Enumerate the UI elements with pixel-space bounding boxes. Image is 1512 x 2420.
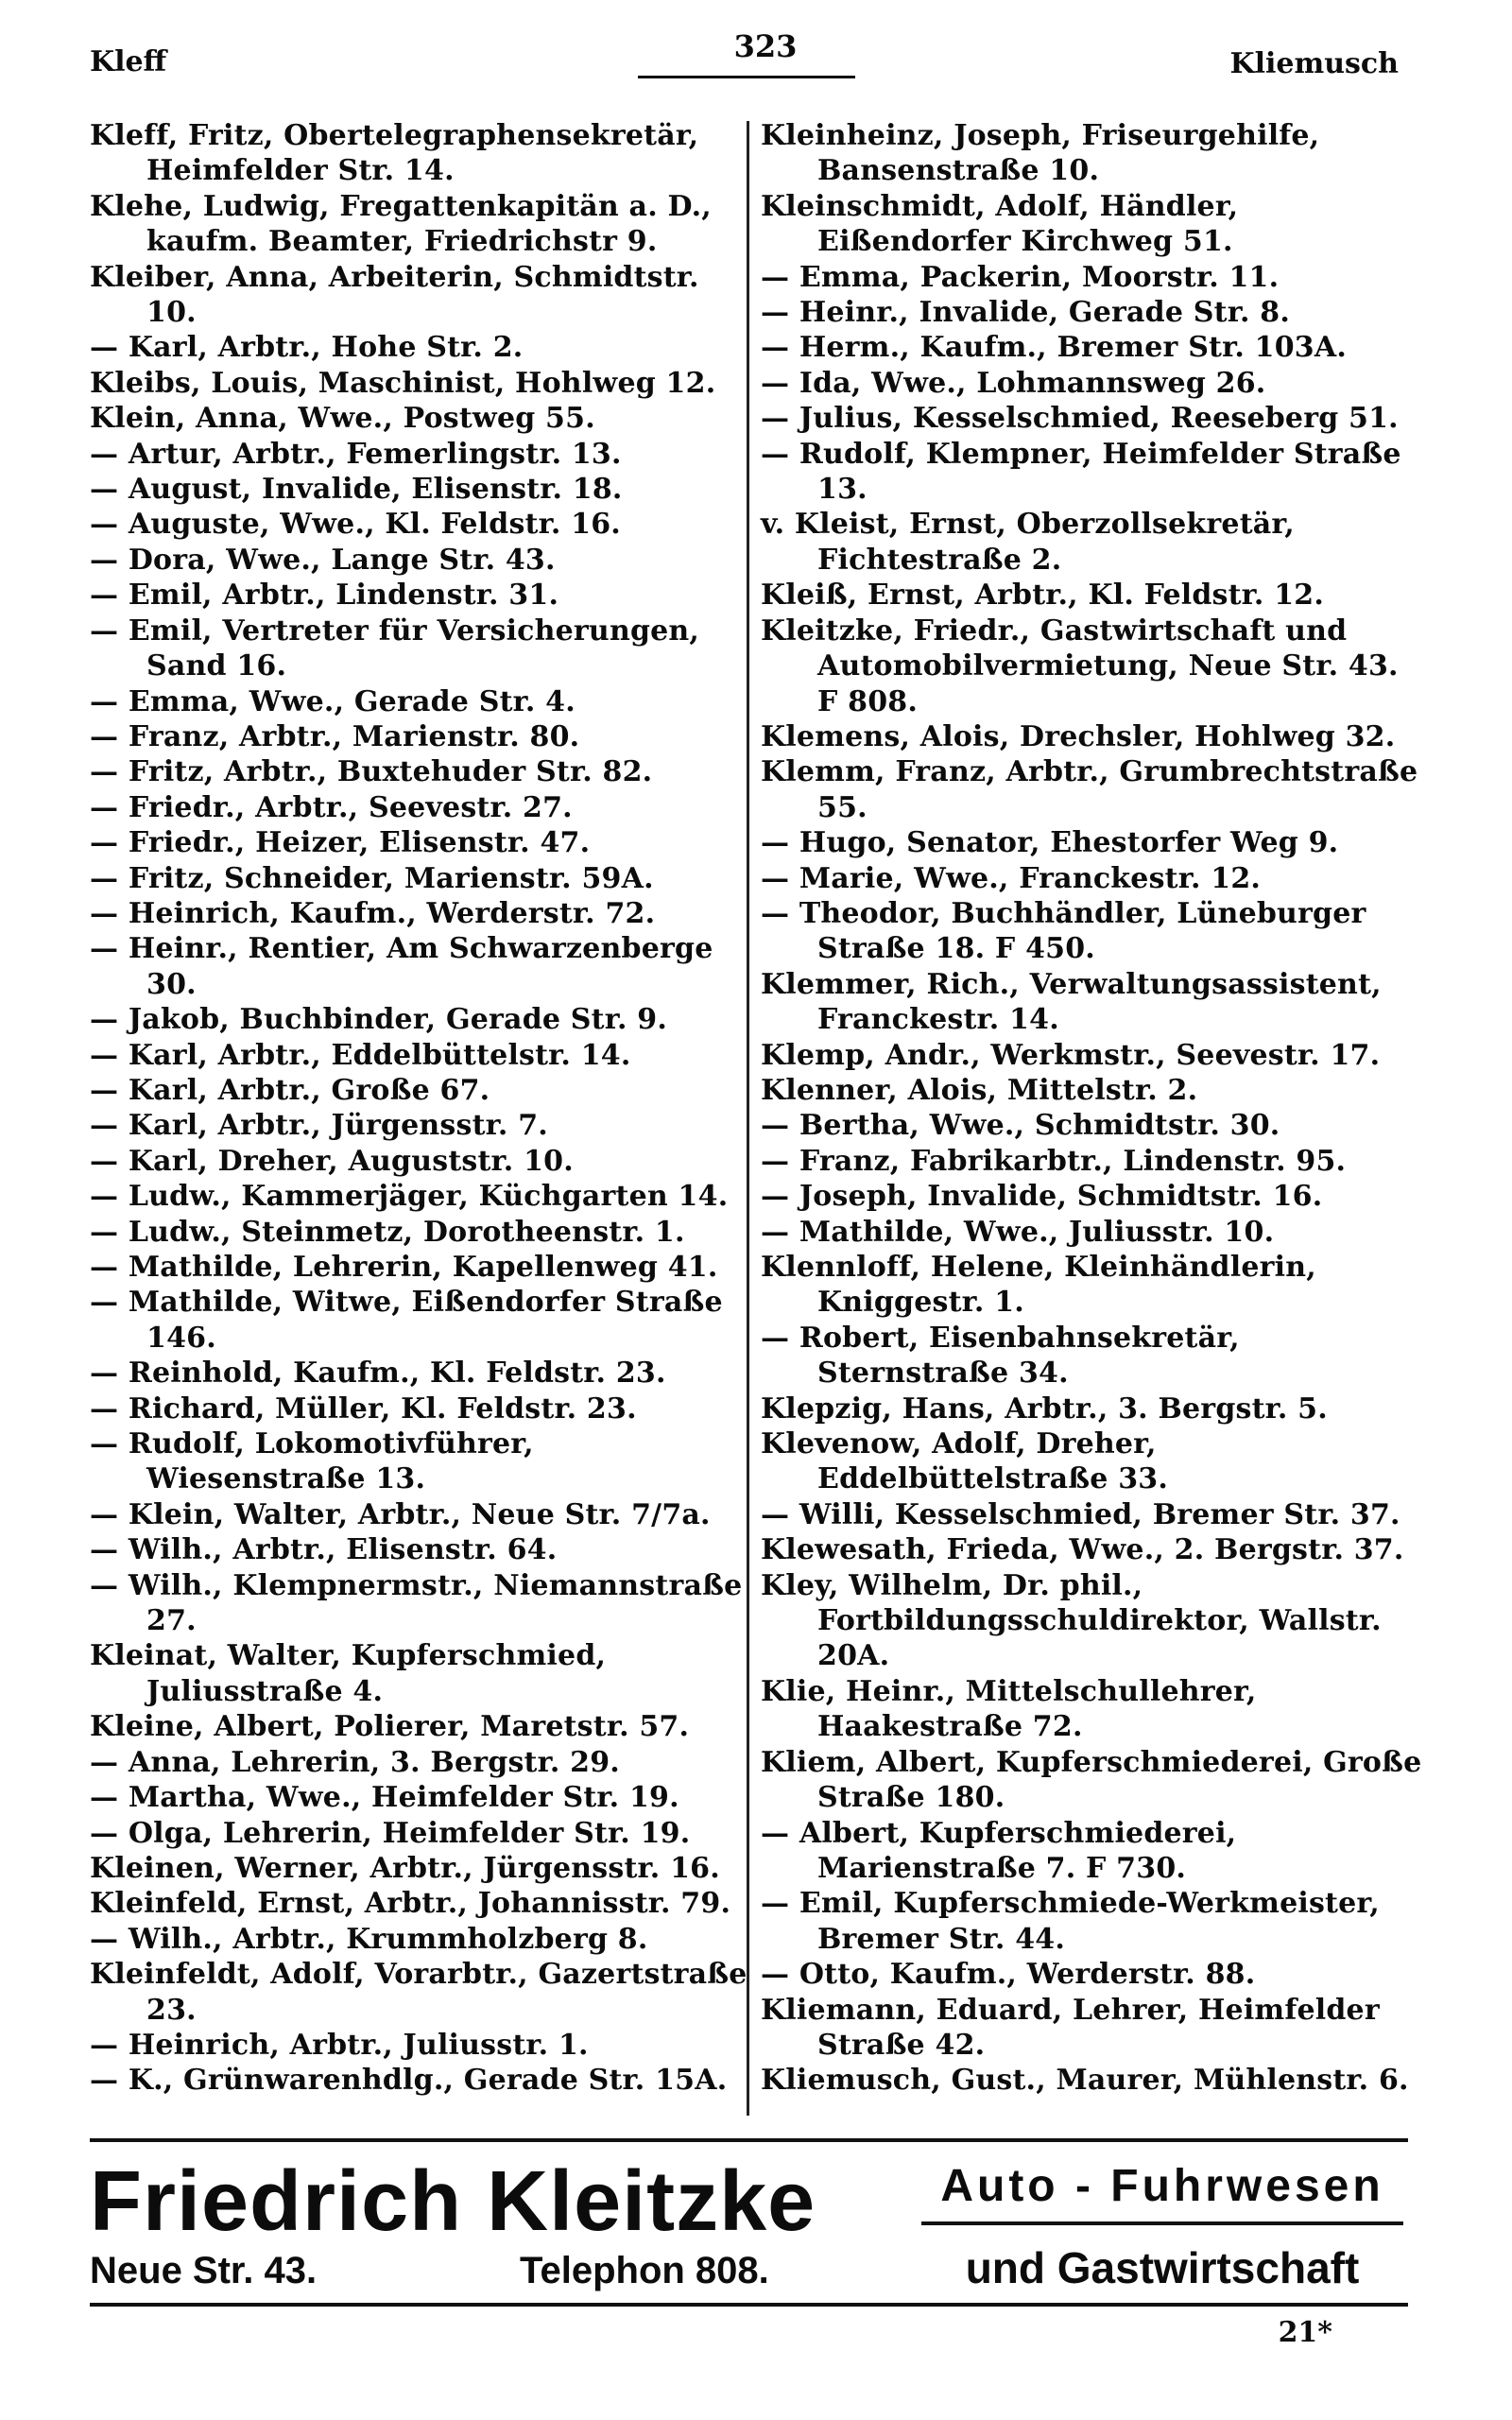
directory-entry: Klepzig, Hans, Arbtr., 3. Bergstr. 5. (761, 1392, 1328, 1426)
directory-entry: — Rudolf, Lokomotivführer, Wiesenstraße 13. (90, 1427, 534, 1496)
directory-entry: — Mathilde, Witwe, Eißendorfer Straße 146. (90, 1286, 723, 1355)
directory-entry: — Auguste, Wwe., Kl. Feldstr. 16. (90, 508, 621, 542)
ad-bottom-rule (90, 2303, 1408, 2307)
directory-entry: Klein, Anna, Wwe., Postweg 55. (90, 402, 595, 436)
directory-entry: Kleinschmidt, Adolf, Händler, Eißendorfer Kirchweg 51. (761, 189, 1239, 259)
directory-entry: — Hugo, Senator, Ehestorfer Weg 9. (761, 826, 1339, 860)
directory-entry: — Willi, Kesselschmied, Bremer Str. 37. (761, 1497, 1400, 1531)
directory-entry: — Fritz, Arbtr., Buxtehuder Str. 82. (90, 755, 653, 789)
directory-entry: Klehe, Ludwig, Fregattenkapitän a. D., kaufm. Beamter, Friedrichstr 9. (90, 189, 712, 259)
directory-entry: Kleitzke, Friedr., Gastwirtschaft und Automobilvermietung, Neue Str. 43. F 808. (761, 614, 1399, 718)
directory-entry: — Albert, Kupferschmiederei, Marienstraße 7. F 730. (761, 1816, 1237, 1885)
directory-entry: — Olga, Lehrerin, Heimfelder Str. 19. (90, 1816, 691, 1850)
directory-entry: — Bertha, Wwe., Schmidtstr. 30. (761, 1109, 1280, 1143)
directory-entry: — Mathilde, Lehrerin, Kapellenweg 41. (90, 1251, 718, 1284)
directory-entry: Klemmer, Rich., Verwaltungsassistent, Franckestr. 14. (761, 967, 1382, 1037)
directory-entry: — Heinrich, Arbtr., Juliusstr. 1. (90, 2028, 589, 2062)
directory-entry: Kleiber, Anna, Arbeiterin, Schmidtstr. 10. (90, 260, 699, 330)
directory-entry: — Herm., Kaufm., Bremer Str. 103A. (761, 331, 1347, 365)
directory-entry: — Wilh., Klempnermstr., Niemannstraße 27. (90, 1568, 743, 1638)
page-number: 323 (733, 28, 798, 64)
directory-entry: — Karl, Arbtr., Eddelbüttelstr. 14. (90, 1038, 631, 1072)
left-guide-word: Kleff (90, 45, 167, 78)
right-guide-word: Kliemusch (1229, 47, 1399, 80)
header-rule (638, 76, 855, 78)
column-divider (747, 121, 749, 2116)
directory-entry: — Joseph, Invalide, Schmidtstr. 16. (761, 1180, 1323, 1214)
directory-entry: Klennloff, Helene, Kleinhändlerin, Kniggestr. 1. (761, 1251, 1316, 1320)
ad-phone: Telephon 808. (520, 2250, 769, 2291)
directory-entry: — Heinr., Rentier, Am Schwarzenberge 30. (90, 932, 713, 1001)
directory-entry: — Reinhold, Kaufm., Kl. Feldstr. 23. (90, 1357, 666, 1391)
directory-entry: — Robert, Eisenbahnsekretär, Sternstraße 34. (761, 1321, 1240, 1391)
directory-entry: — Julius, Kesselschmied, Reeseberg 51. (761, 402, 1399, 436)
page-header (0, 28, 1512, 85)
directory-entry: — Franz, Arbtr., Marienstr. 80. (90, 719, 580, 753)
directory-entry: Klenner, Alois, Mittelstr. 2. (761, 1073, 1198, 1107)
directory-entry: Kleinat, Walter, Kupferschmied, Juliusstraße 4. (90, 1639, 607, 1708)
directory-entry: — Emil, Vertreter für Versicherungen, Sand 16. (90, 614, 700, 683)
signature-mark: 21* (1278, 2316, 1332, 2349)
directory-entry: Kleiß, Ernst, Arbtr., Kl. Feldstr. 12. (761, 579, 1325, 613)
directory-entry: — Anna, Lehrerin, 3. Bergstr. 29. (90, 1745, 620, 1779)
directory-entry: Kleinheinz, Joseph, Friseurgehilfe, Bansenstraße 10. (761, 119, 1320, 188)
directory-entry: — Otto, Kaufm., Werderstr. 88. (761, 1958, 1256, 1992)
directory-entry: — Emil, Arbtr., Lindenstr. 31. (90, 579, 559, 613)
directory-entry: — Emma, Wwe., Gerade Str. 4. (90, 684, 576, 718)
ad-middle-rule (921, 2221, 1403, 2225)
directory-entry: Klewesath, Frieda, Wwe., 2. Bergstr. 37. (761, 1533, 1404, 1567)
directory-entry: — Martha, Wwe., Heimfelder Str. 19. (90, 1781, 679, 1815)
directory-entry: Kliemusch, Gust., Maurer, Mühlenstr. 6. (761, 2064, 1409, 2098)
directory-entry: — Wilh., Arbtr., Elisenstr. 64. (90, 1533, 558, 1567)
directory-entry: — Jakob, Buchbinder, Gerade Str. 9. (90, 1003, 667, 1037)
directory-entry: Kleinen, Werner, Arbtr., Jürgensstr. 16. (90, 1851, 720, 1885)
ad-address: Neue Str. 43. (90, 2250, 318, 2291)
right-column (761, 118, 1422, 2099)
directory-entry: Kleinfeld, Ernst, Arbtr., Johannisstr. 79. (90, 1887, 731, 1921)
directory-entry: — Theodor, Buchhändler, Lüneburger Straße 18. F 450. (761, 896, 1366, 966)
directory-entry: — Karl, Dreher, Auguststr. 10. (90, 1144, 574, 1178)
directory-entry: — Ludw., Kammerjäger, Küchgarten 14. (90, 1180, 729, 1214)
directory-entry: Kleine, Albert, Polierer, Maretstr. 57. (90, 1710, 690, 1744)
directory-entry: — Dora, Wwe., Lange Str. 43. (90, 543, 556, 577)
directory-entry: — Friedr., Heizer, Elisenstr. 47. (90, 826, 591, 860)
directory-entry: — Karl, Arbtr., Hohe Str. 2. (90, 331, 524, 365)
directory-entry: — Emil, Kupferschmiede-Werkmeister, Bremer Str. 44. (761, 1887, 1380, 1956)
directory-entry: — Ida, Wwe., Lohmannsweg 26. (761, 366, 1266, 400)
directory-entry: — Wilh., Arbtr., Krummholzberg 8. (90, 1922, 648, 1956)
ad-business-name: Friedrich Kleitzke (90, 2154, 816, 2249)
directory-entry: v. Kleist, Ernst, Oberzollsekretär, Fichtestraße 2. (761, 508, 1295, 577)
directory-entry: — Marie, Wwe., Franckestr. 12. (761, 861, 1262, 895)
directory-entry: — Karl, Arbtr., Große 67. (90, 1073, 490, 1107)
directory-entry: — Heinrich, Kaufm., Werderstr. 72. (90, 896, 656, 930)
directory-entry: Kliemann, Eduard, Lehrer, Heimfelder Straße 42. (761, 1993, 1380, 2062)
directory-entry: — Fritz, Schneider, Marienstr. 59A. (90, 861, 654, 895)
directory-entry: Klemens, Alois, Drechsler, Hohlweg 32. (761, 719, 1396, 753)
directory-entry: Kliem, Albert, Kupferschmiederei, Große Straße 180. (761, 1745, 1422, 1815)
left-column (90, 118, 751, 2099)
directory-entry: — Karl, Arbtr., Jürgensstr. 7. (90, 1109, 548, 1143)
directory-entry: — Klein, Walter, Arbtr., Neue Str. 7/7a. (90, 1497, 711, 1531)
directory-entry: Klemp, Andr., Werkmstr., Seevestr. 17. (761, 1038, 1381, 1072)
directory-entry: — Rudolf, Klempner, Heimfelder Straße 13. (761, 437, 1401, 507)
ad-service-line-1: Auto - Fuhrwesen (940, 2161, 1384, 2211)
ad-service-line-2: und Gastwirtschaft (965, 2243, 1360, 2292)
ad-top-rule (90, 2138, 1408, 2142)
directory-entry: — Friedr., Arbtr., Seevestr. 27. (90, 790, 573, 824)
directory-entry: — Artur, Arbtr., Femerlingstr. 13. (90, 437, 622, 471)
directory-entry: — K., Grünwarenhdlg., Gerade Str. 15A. (90, 2064, 728, 2098)
directory-entry: — Heinr., Invalide, Gerade Str. 8. (761, 296, 1290, 330)
directory-entry: — Emma, Packerin, Moorstr. 11. (761, 260, 1280, 294)
directory-entry: — Richard, Müller, Kl. Feldstr. 23. (90, 1392, 637, 1426)
directory-entry: Kleibs, Louis, Maschinist, Hohlweg 12. (90, 366, 716, 400)
directory-entry: — August, Invalide, Elisenstr. 18. (90, 473, 623, 507)
directory-entry: Kley, Wilhelm, Dr. phil., Fortbildungsschuldirektor, Wallstr. 20A. (761, 1568, 1382, 1673)
directory-entry: — Mathilde, Wwe., Juliusstr. 10. (761, 1215, 1275, 1249)
directory-entry: Kleinfeldt, Adolf, Vorarbtr., Gazertstraße 23. (90, 1958, 747, 2027)
directory-entry: Klie, Heinr., Mittelschullehrer, Haakestraße 72. (761, 1674, 1257, 1744)
directory-entry: Klevenow, Adolf, Dreher, Eddelbüttelstraße 33. (761, 1427, 1168, 1496)
directory-entry: Kleff, Fritz, Obertelegraphensekretär, Heimfelder Str. 14. (90, 119, 699, 188)
directory-entry: — Ludw., Steinmetz, Dorotheenstr. 1. (90, 1215, 685, 1249)
directory-entry: Klemm, Franz, Arbtr., Grumbrechtstraße 55. (761, 755, 1418, 824)
directory-entry: — Franz, Fabrikarbtr., Lindenstr. 95. (761, 1144, 1347, 1178)
